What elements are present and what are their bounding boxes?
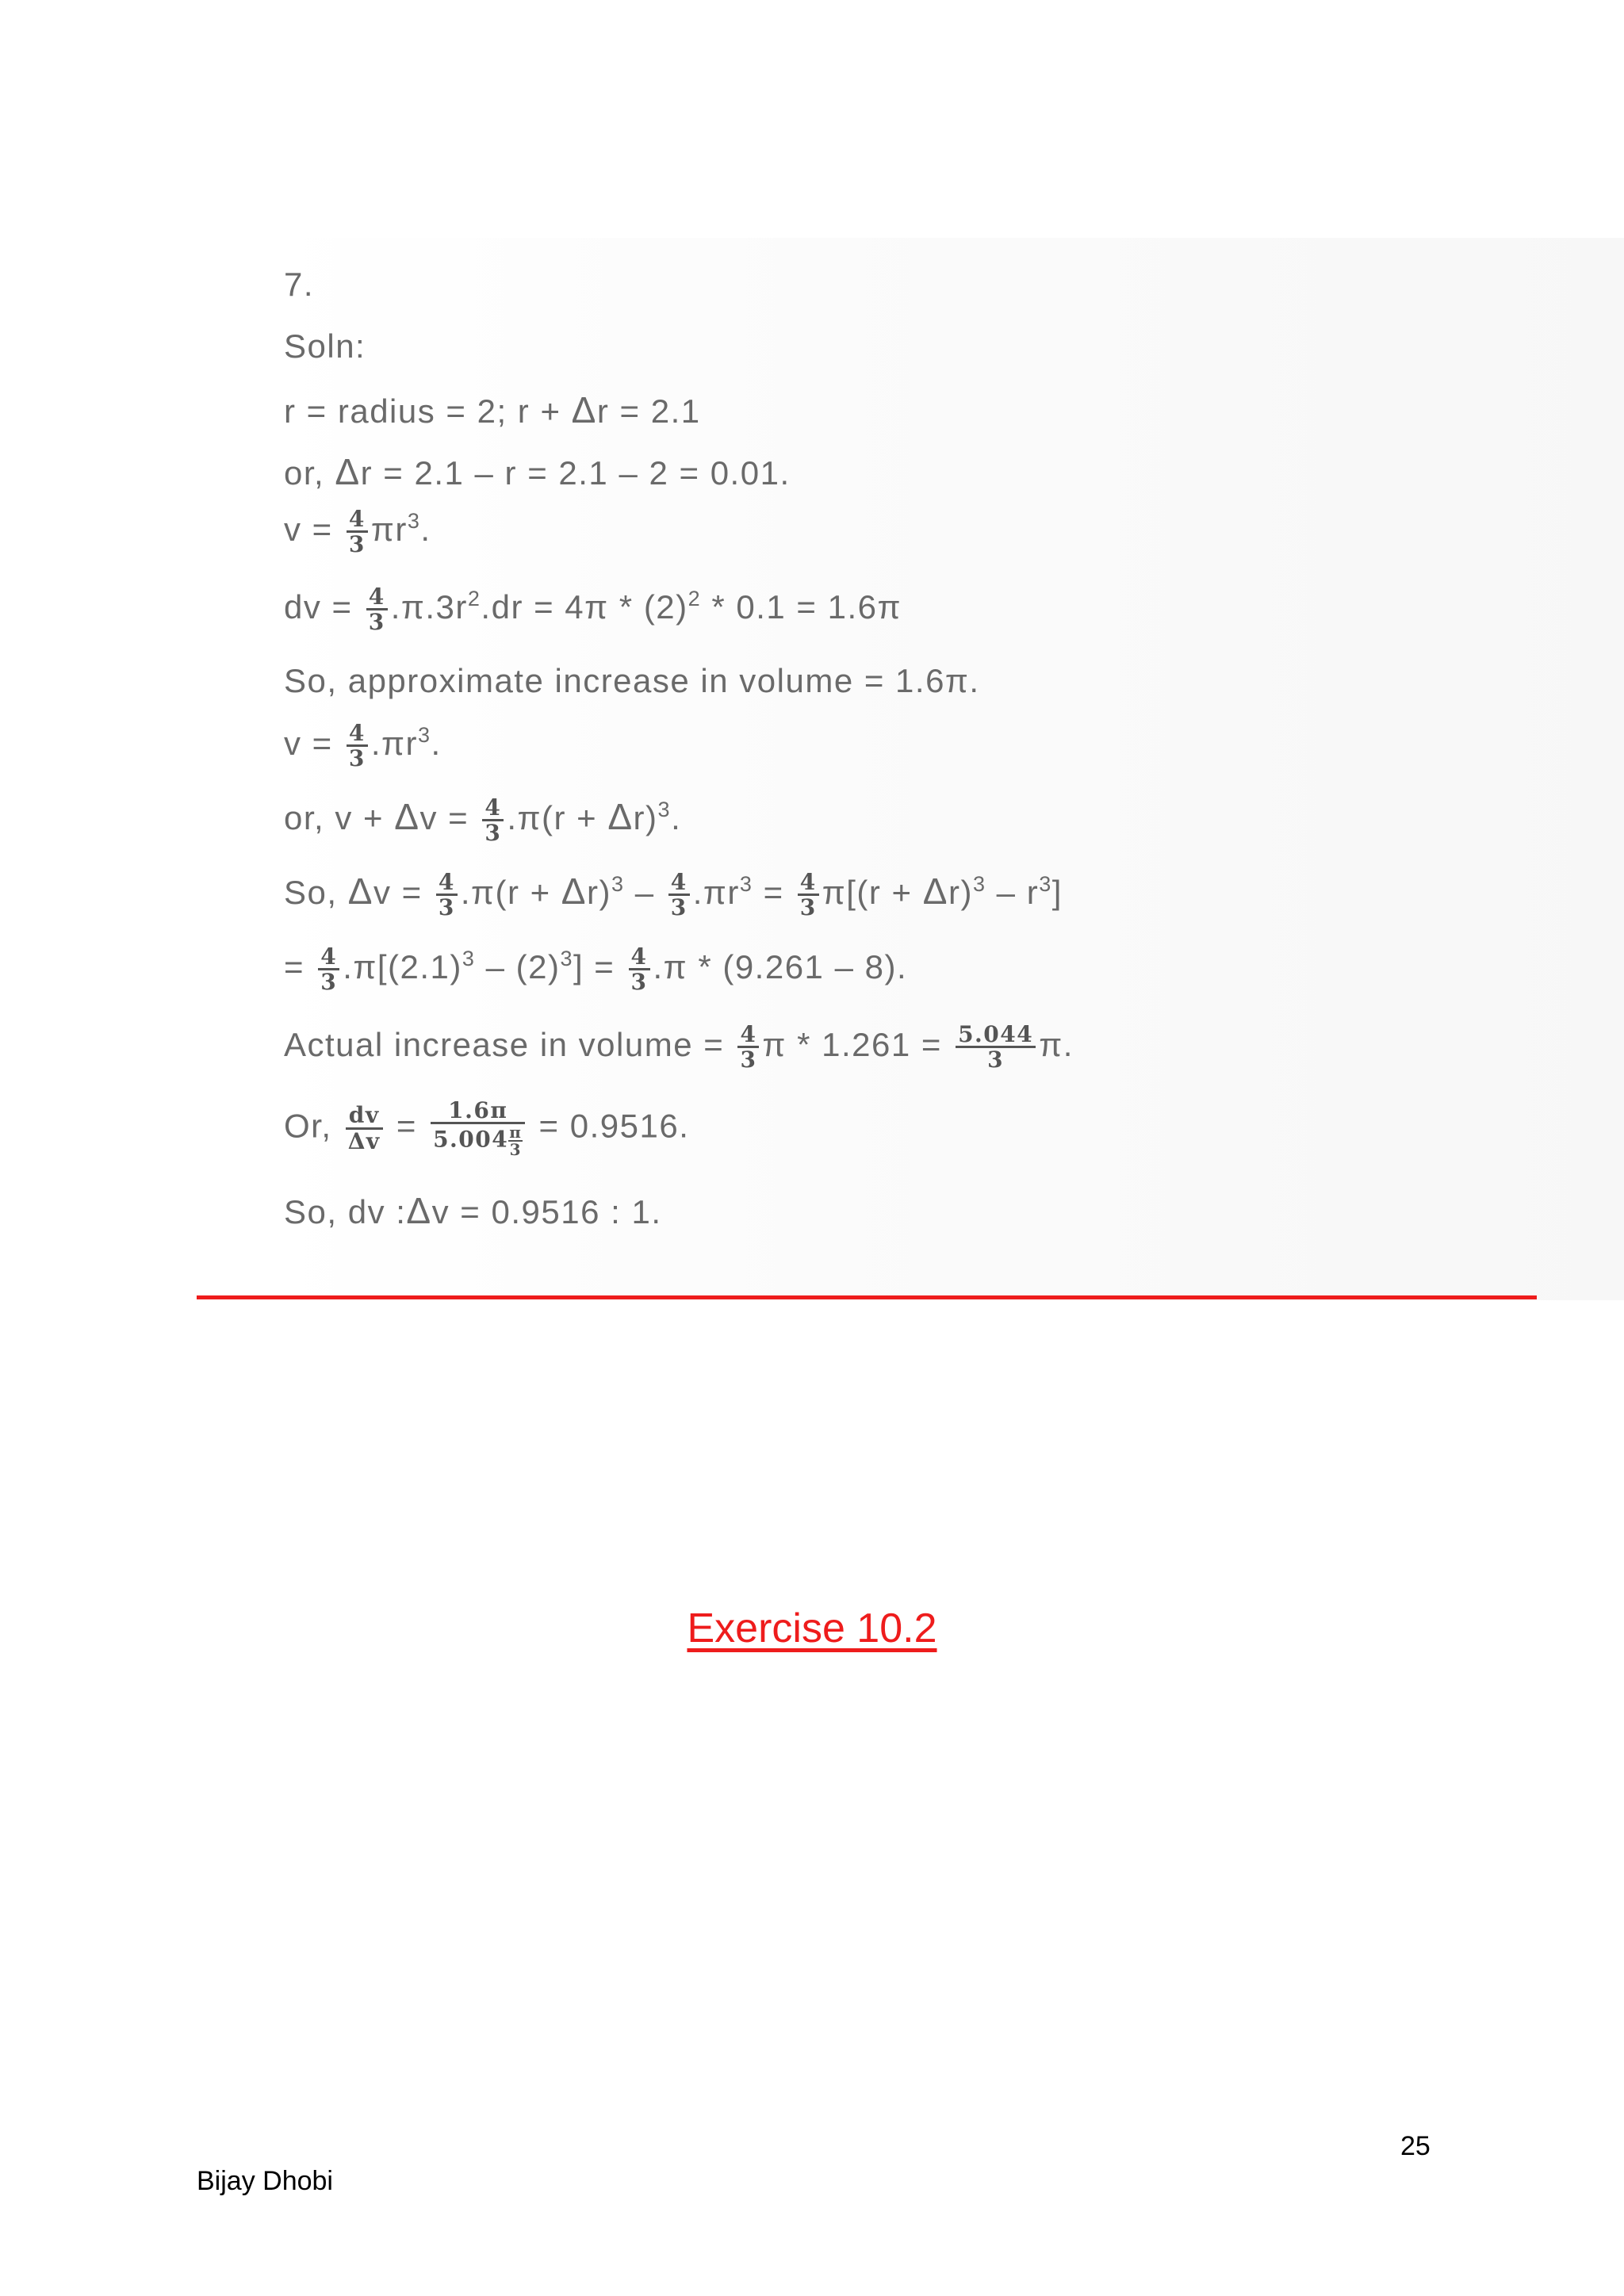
fraction: $\frac{4}{3}$ <box>668 871 690 920</box>
delta-symbol: Δ <box>561 870 588 912</box>
fraction: $\frac{dv}{\Delta v}$ <box>346 1104 383 1153</box>
delta-symbol: Δ <box>607 795 634 837</box>
fraction: $\frac{4}{3}$ <box>347 507 368 557</box>
fraction: $\frac{4}{3}$ <box>798 871 819 920</box>
author-footer: Bijay Dhobi <box>197 2166 333 2196</box>
fraction: $\frac{4}{3}$ <box>366 585 388 634</box>
solution-line-10: Actual increase in volume = $\frac{4}{3}$ π * 1.261 = $\frac{5.044}{3}$ π. <box>284 1021 1074 1073</box>
fraction: $\frac{5.044}{3}$ <box>956 1023 1036 1072</box>
solution-line-9: = $\frac{4}{3}$ $.\pi[(2.1)^3 - (2)^3]$ = $\frac{4}{3}$ .π * (9.261 – 8). <box>284 943 908 996</box>
delta-symbol: Δ <box>922 870 948 912</box>
fraction: $\frac{4}{3}$ <box>318 945 339 994</box>
fraction: $\frac{4}{3}$ <box>436 871 458 920</box>
inner-fraction: $\frac{\pi}{3}$ <box>509 1123 523 1160</box>
page-number: 25 <box>1400 2131 1431 2161</box>
solution-line-12: So, dv :Δv = 0.9516 : 1. <box>284 1190 662 1231</box>
section-divider <box>197 1295 1537 1299</box>
solution-line-6: v = $\frac{4}{3}$ $.\pi r^3$. <box>284 720 442 772</box>
solution-line-4: dv = $\frac{4}{3}$ $.\pi.3r^2.dr = 4\pi * (2)^2 * 0.1 = 1.6\pi$ <box>284 584 902 636</box>
delta-symbol: Δ <box>406 1190 432 1231</box>
solution-line-1: r = radius = 2; r + Δr = 2.1 <box>284 389 701 430</box>
solution-line-3: v = $\frac{4}{3}$ $\pi r^3$. <box>284 506 431 558</box>
solution-line-11: Or, $\frac{dv}{\Delta v}$ = 1.6π 5.004 $\frac{\pi}{3}$ = 0.9516. <box>284 1097 690 1160</box>
fraction: $\frac{4}{3}$ <box>347 721 368 771</box>
solution-line-8: So, Δv = $\frac{4}{3}$ $.\pi(r + \Delta r)^3$ – $\frac{4}{3}$ $.\pi r^3$ = $\frac{4}{3}$ $\pi[(r + \Delta r)^3 - r^3]$ <box>284 869 1063 921</box>
problem-number: 7. <box>284 266 315 303</box>
fraction: $\frac{4}{3}$ <box>482 796 504 845</box>
exercise-heading[interactable]: Exercise 10.2 <box>687 1605 937 1651</box>
solution-line-5: So, approximate increase in volume = 1.6π. <box>284 662 980 699</box>
fraction: $\frac{4}{3}$ <box>737 1023 759 1072</box>
delta-symbol: Δ <box>394 795 420 837</box>
soln-label: Soln: <box>284 327 366 365</box>
solution-line-7: or, v + Δv = $\frac{4}{3}$ $.\pi(r + \Delta r)^3$. <box>284 794 682 847</box>
delta-symbol: Δ <box>571 389 597 430</box>
fraction: $\frac{4}{3}$ <box>629 945 650 994</box>
solution-line-2: or, Δr = 2.1 – r = 2.1 – 2 = 0.01. <box>284 451 791 492</box>
delta-symbol: Δ <box>347 870 373 912</box>
delta-symbol: Δ <box>335 451 361 492</box>
fraction: 1.6π 5.004 $\frac{\pi}{3}$ <box>431 1099 525 1158</box>
